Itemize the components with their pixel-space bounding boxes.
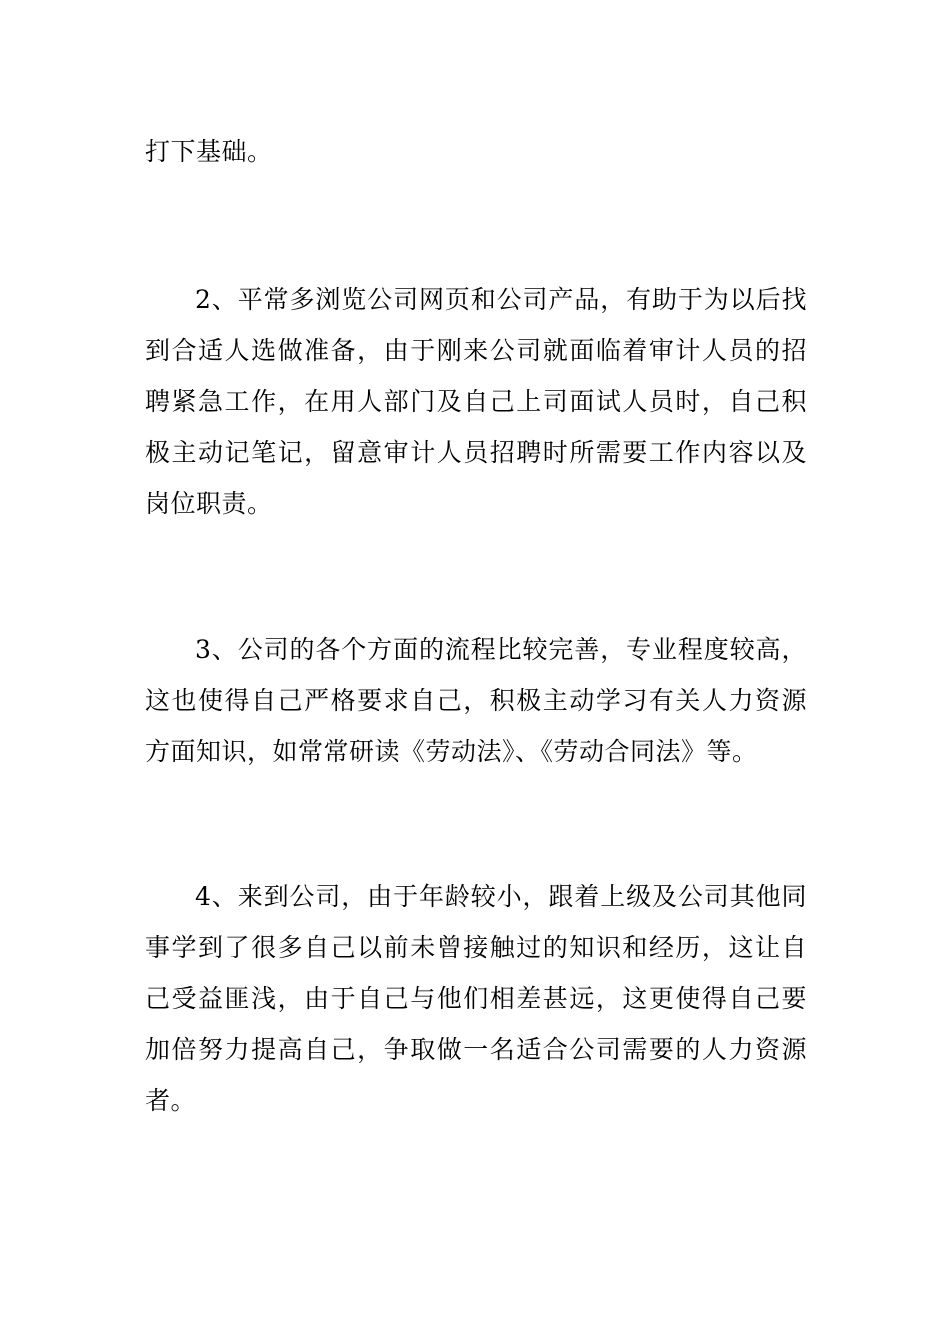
paragraph-continuation: 打下基础。 [145,137,273,166]
paragraph-item-4: 4、来到公司，由于年龄较小，跟着上级及公司其他同事学到了很多自己以前未曾接触过的知识和经历，这让自己受益匪浅，由于自己与他们相差甚远，这更使得自己要加倍努力提高自己，争取做一名适合公司需要的人力资源者。 [145,882,807,1115]
paragraph-item-2: 2、平常多浏览公司网页和公司产品，有助于为以后找到合适人选做准备，由于刚来公司就面临着审计人员的招聘紧急工作，在用人部门及自己上司面试人员时，自己积极主动记笔记，留意审计人员招聘时所需要工作内容以及岗位职责。 [145,285,807,518]
paragraph-item-3: 3、公司的各个方面的流程比较完善，专业程度较高，这也使得自己严格要求自己，积极主动学习有关人力资源方面知识，如常常研读《劳动法》、《劳动合同法》等。 [145,635,807,766]
